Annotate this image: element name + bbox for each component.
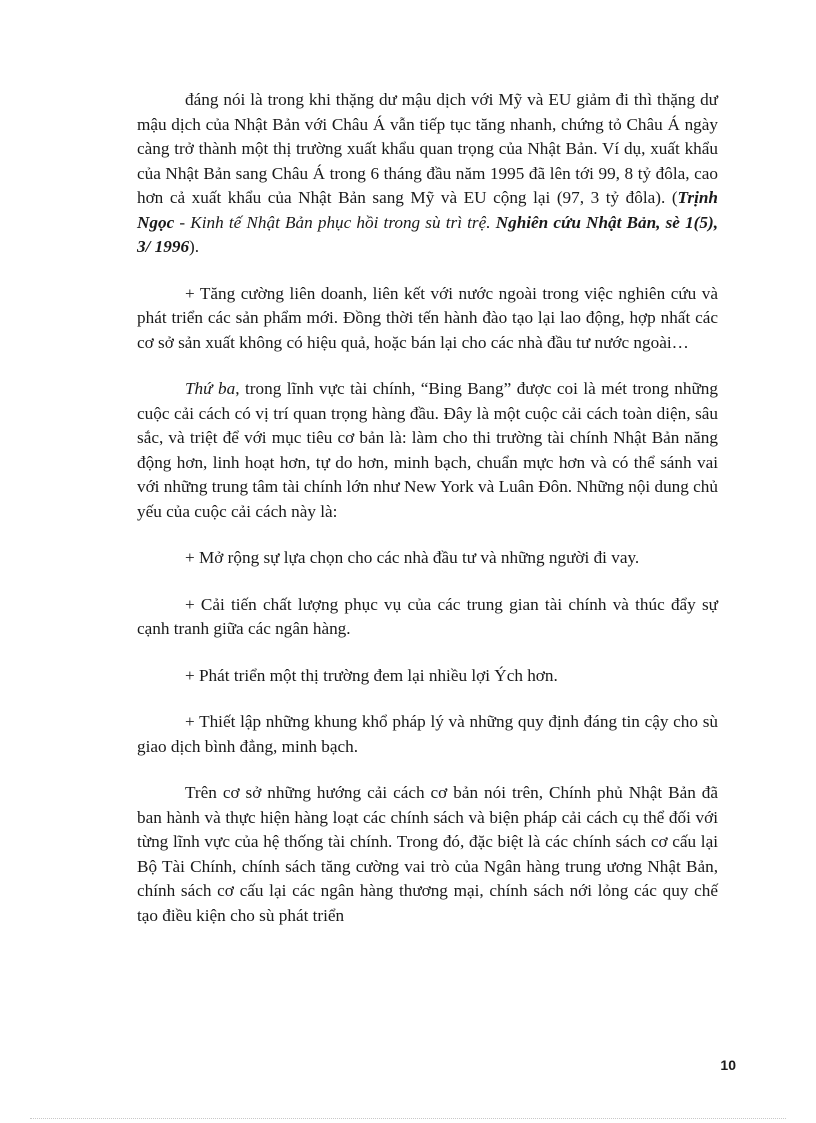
citation-author: Trịnh Ngọc — [137, 188, 718, 232]
paragraph-1 — [137, 88, 718, 260]
paragraph-5-text: + Cải tiến chất lượng phục vụ của các trung gian tài chính và thúc đẩy sự cạnh tranh giữa các ngân hàng. — [137, 594, 718, 638]
paragraph-1-text: đáng nói là trong khi thặng dư mậu dịch với Mỹ và EU giảm đi thì thặng dư mậu dịch của Nhật Bản với Châu Á vẫn tiếp tục tăng nhanh, chứng tỏ Châu Á ngày càng trở thành một thị trường xuất khẩu quan trọng của Nhật Bản. Ví dụ, xuất khẩu của Nhật Bản sang Châu Á trong 6 tháng đầu năm 1995 đã lên tới 99, 8 tỷ đôla, cao hơn cả xuất khẩu của Nhật Bản sang Mỹ và EU cộng lại (97, 3 tỷ đôla). ( — [137, 90, 718, 207]
document-body — [137, 88, 718, 950]
paragraph-8 — [137, 781, 718, 928]
page-number: 10 — [720, 1057, 736, 1073]
citation-close: ). — [189, 237, 200, 256]
citation-title: - Kinh tế Nhật Bản phục hồi trong sù trì trệ. — [174, 212, 496, 232]
paragraph-3-text: , trong lĩnh vực tài chính, “Bing Bang” được coi là mét trong những cuộc cải cách có vị trí quan trọng hàng đầu. Đây là một cuộc cải cách toàn diện, sâu sắc, và triệt để với mục tiêu cơ bản là: làm cho thi trường tài chính Nhật Bản năng động hơn, linh hoạt hơn, tự do hơn, minh bạch, chuẩn mực hơn và có thể sánh vai với những trung tâm tài chính lớn như New York và Luân Đôn. Những nội dung chủ yếu của cuộc cải cách này là: — [137, 379, 718, 521]
paragraph-6-text: + Phát triển một thị trường đem lại nhiều lợi Ých hơn. — [185, 665, 558, 685]
paragraph-4-text: + Mở rộng sự lựa chọn cho các nhà đầu tư và những người đi vay. — [185, 548, 640, 567]
paragraph-3-lead: Thứ ba — [185, 379, 236, 398]
footer-divider — [30, 1118, 786, 1119]
paragraph-2 — [137, 282, 718, 356]
paragraph-3 — [137, 377, 718, 524]
paragraph-5 — [137, 593, 718, 642]
paragraph-7 — [137, 710, 718, 759]
paragraph-8-text: Trên cơ sở những hướng cải cách cơ bản nói trên, Chính phủ Nhật Bản đã ban hành và thực hiện hàng loạt các chính sách và biện pháp cải cách cụ thể đối với từng lĩnh vực của hệ thống tài chính. Trong đó, đặc biệt là các chính sách cơ cấu lại Bộ Tài Chính, chính sách tăng cường vai trò của Ngân hàng trung ương Nhật Bản, chính sách cơ cấu lại các ngân hàng thương mại, chính sách nới lỏng các quy chế tạo điều kiện cho sù phát triển — [137, 783, 718, 925]
paragraph-2-text: + Tăng cường liên doanh, liên kết với nước ngoài trong việc nghiên cứu và phát triển các sản phẩm mới. Đồng thời tến hành đào tạo lại lao động, hợp nhất các cơ sở sản xuất không có hiệu quả, hoặc bán lại cho các nhà đầu tư nước ngoài… — [137, 283, 718, 352]
paragraph-4 — [137, 546, 718, 571]
citation-source: Nghiên cứu Nhật Bản, sè 1(5), 3/ 1996 — [137, 212, 719, 256]
paragraph-6 — [137, 664, 718, 689]
paragraph-7-text: + Thiết lập những khung khổ pháp lý và những quy định đáng tin cậy cho sù giao dịch bình đẳng, minh bạch. — [137, 712, 718, 756]
